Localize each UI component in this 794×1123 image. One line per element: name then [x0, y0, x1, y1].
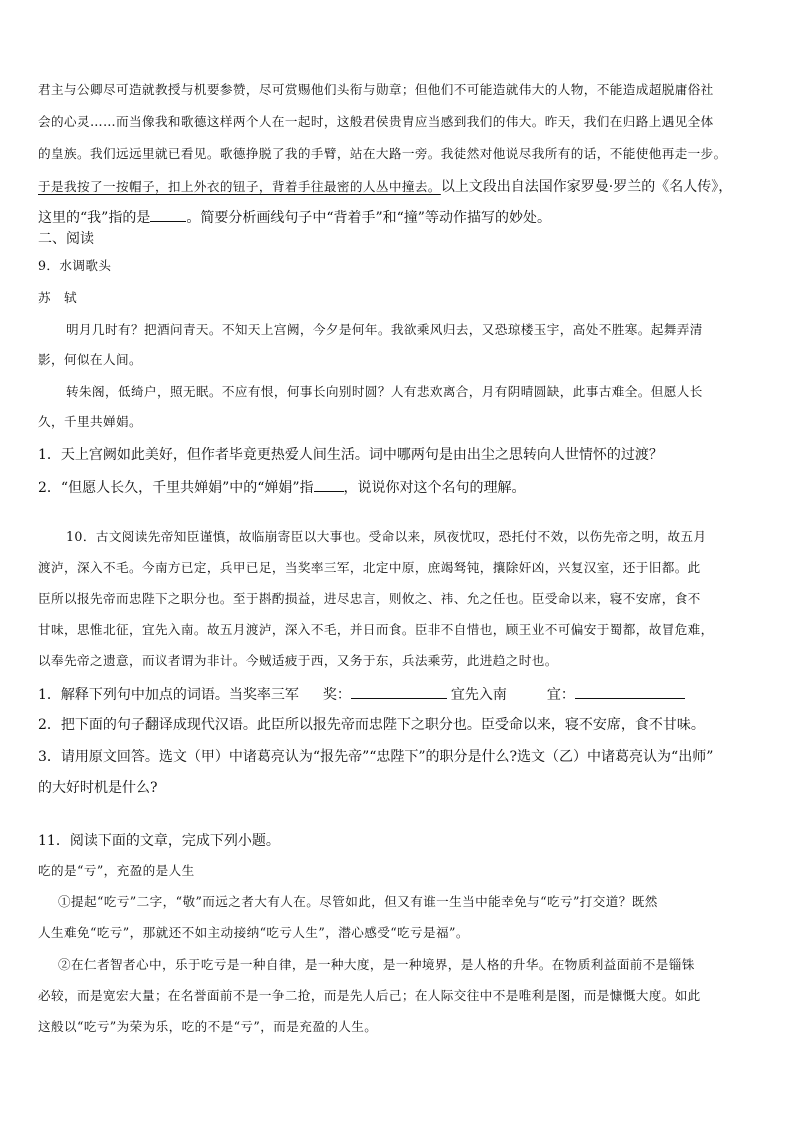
question-title: 11．阅读下面的文章，完成下列小题。	[38, 833, 280, 849]
sub-question: 3．请用原文回答。选文（甲）中诸葛亮认为“报先帝”“忠陛下”的职分是什么?选文（乙）中诸葛亮认为“出师”	[38, 749, 714, 765]
poem-line: 转朱阁，低绮户，照无眠。不应有恨，何事长向别时圆？人有悲欢离合，月有阴晴圆缺，此事古难全。但愿人长	[66, 384, 703, 399]
poem-line: 久，千里共婵娟。	[38, 414, 142, 429]
passage-line: 10．古文阅读先帝知臣谨慎，故临崩寄臣以大事也。受命以来，夙夜忧叹，恐托付不效，以伤先帝之明，故五月	[66, 529, 707, 544]
passage-line: 甘味，思惟北征，宜先入南。故五月渡泸，深入不毛，并日而食。臣非不自惜也，顾王业不可偏安于蜀都，故冒危难，	[38, 622, 714, 637]
answer-blank[interactable]	[351, 686, 447, 699]
question-text: 奖：	[322, 687, 351, 703]
article-paragraph-line: ②在仁者智者心中，乐于吃亏是一种自律，是一种大度，是一种境界，是人格的升华。在物质利益面前不是锱铢	[58, 957, 695, 972]
answer-blank[interactable]	[314, 479, 344, 492]
article-paragraph-line: ①提起“吃亏”二字，“敬”而远之者大有人在。尽管如此，但又有谁一生当中能幸免与“吃亏”打交道？既然	[58, 894, 658, 909]
passage-line: 以奉先帝之遗意，而议者谓为非计。今贼适疲于西，又务于东，兵法乘劳，此进趋之时也。	[38, 653, 558, 668]
article-paragraph-line: 必较，而是宽宏大量；在名誉面前不是一争二抢，而是先人后己；在人际交往中不是唯利是图，而是慷慨大度。如此	[38, 988, 701, 1003]
poem-line: 明月几时有？把酒问青天。不知天上宫阙，今夕是何年。我欲乘风归去，又恐琼楼玉宇，高处不胜寒。起舞弄清	[66, 322, 703, 337]
article-paragraph-line: 人生难免“吃亏”，那就还不如主动接纳“吃亏人生”，潜心感受“吃亏是福”。	[38, 925, 469, 940]
question-text: ，说说你对这个名句的理解。	[343, 480, 526, 496]
question-text: 1．解释下列句中加点的词语。当奖率三军	[38, 687, 299, 703]
source-note: 以上文段出自法国作家罗曼·罗兰的《名人传》，	[440, 179, 733, 195]
question-text: 宜先入南	[450, 687, 507, 703]
question-title: 9．水调歌头	[38, 258, 112, 273]
sub-question: 1．天上宫阙如此美好，但作者毕竟更热爱人间生活。词中哪两句是由出尘之思转向人世情怀的过渡？	[38, 447, 663, 463]
sub-question: 的大好时机是什么?	[38, 780, 158, 796]
question-text: 。简要分析画线句子中“背着手”和“撞”等动作描写的妙处。	[186, 210, 551, 226]
question-text: 这里的“我”指的是	[38, 210, 151, 226]
article-paragraph-line: 这般以“吃亏”为荣为乐，吃的不是“亏”，而是充盈的人生。	[38, 1019, 378, 1034]
sub-question	[38, 686, 685, 702]
passage-line: 会的心灵……而当像我和歌德这样两个人在一起时，这般君侯贵胄应当感到我们的伟大。昨天，我们在归路上遇见全体	[38, 114, 714, 129]
section-heading: 二、阅读	[38, 231, 94, 247]
passage-line: 臣所以报先帝而忠陛下之职分也。至于斟酌损益，进尽忠言，则攸之、祎、允之任也。臣受命以来，寝不安席，食不	[38, 591, 701, 606]
passage-line: 君主与公卿尽可造就教授与机要参赞，尽可赏赐他们头衔与勋章；但他们不可能造就伟大的人物，不能造成超脱庸俗社	[38, 82, 714, 97]
poem-line: 影，何似在人间。	[38, 352, 142, 367]
sub-question: 2．把下面的句子翻译成现代汉语。此臣所以报先帝而忠陛下之职分也。臣受命以来，寝不安席，食不甘味。	[38, 717, 705, 733]
passage-line: 的皇族。我们远远里就已看见。歌德挣脱了我的手臂，站在大路一旁。我徒然对他说尽我所有的话，不能使他再走一步。	[38, 146, 727, 161]
question-text: 2．“但愿人长久，千里共婵娟”中的“婵娟”指	[38, 480, 314, 496]
question-text: 宜：	[546, 687, 575, 703]
passage-line: 渡泸，深入不毛。今南方已定，兵甲已足，当奖率三军，北定中原，庶竭驽钝，攘除奸凶，兴复汉室，还于旧都。此	[38, 560, 701, 575]
article-title: 吃的是“亏”，充盈的是人生	[38, 863, 195, 878]
underlined-sentence: 于是我按了一按帽子，扣上外衣的钮子，背着手往最密的人丛中撞去。	[38, 179, 441, 194]
sub-question	[38, 479, 526, 495]
poem-author: 苏 轼	[38, 290, 77, 305]
answer-blank[interactable]	[575, 686, 685, 699]
answer-blank[interactable]	[150, 209, 186, 222]
passage-line-4	[38, 178, 732, 194]
question-line	[38, 209, 551, 225]
